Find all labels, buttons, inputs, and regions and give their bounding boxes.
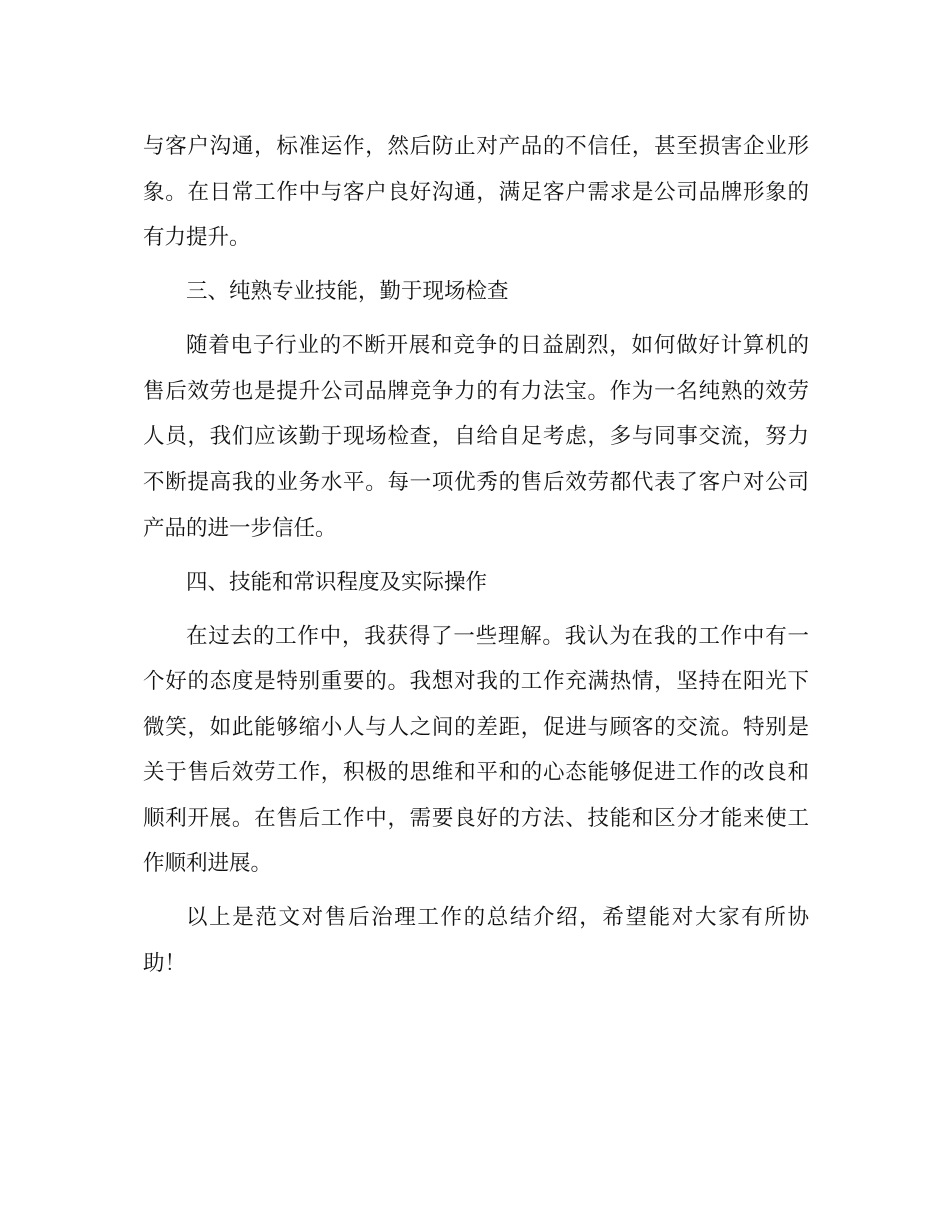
paragraph-conclusion: 以上是范文对售后治理工作的总结介绍，希望能对大家有所协助！ [143, 905, 809, 977]
paragraph-professional-skills: 随着电子行业的不断开展和竞争的日益剧烈，如何做好计算机的售后效劳也是提升公司品牌竞争力的有力法宝。作为一名纯熟的效劳人员，我们应该勤于现场检查，自给自足考虑，多与同事交流，努力不断提高我的业务水平。每一项优秀的售后效劳都代表了客户对公司产品的进一步信任。 [143, 333, 809, 541]
document-body [143, 124, 809, 995]
paragraph-work-attitude: 在过去的工作中，我获得了一些理解。我认为在我的工作中有一个好的态度是特别重要的。我想对我的工作充满热情，坚持在阳光下微笑，如此能够缩小人与人之间的差距，促进与顾客的交流。特别是关于售后效劳工作，积极的思维和平和的心态能够促进工作的改良和顺利开展。在售后工作中，需要良好的方法、技能和区分才能来使工作顺利进展。 [143, 623, 809, 877]
section-heading-skills-knowledge: 四、技能和常识程度及实际操作 [186, 569, 488, 595]
section-heading-professional-skills: 三、纯熟专业技能，勤于现场检查 [186, 279, 509, 305]
paragraph-customer-communication: 与客户沟通，标准运作，然后防止对产品的不信任，甚至损害企业形象。在日常工作中与客户良好沟通，满足客户需求是公司品牌形象的有力提升。 [143, 134, 809, 251]
